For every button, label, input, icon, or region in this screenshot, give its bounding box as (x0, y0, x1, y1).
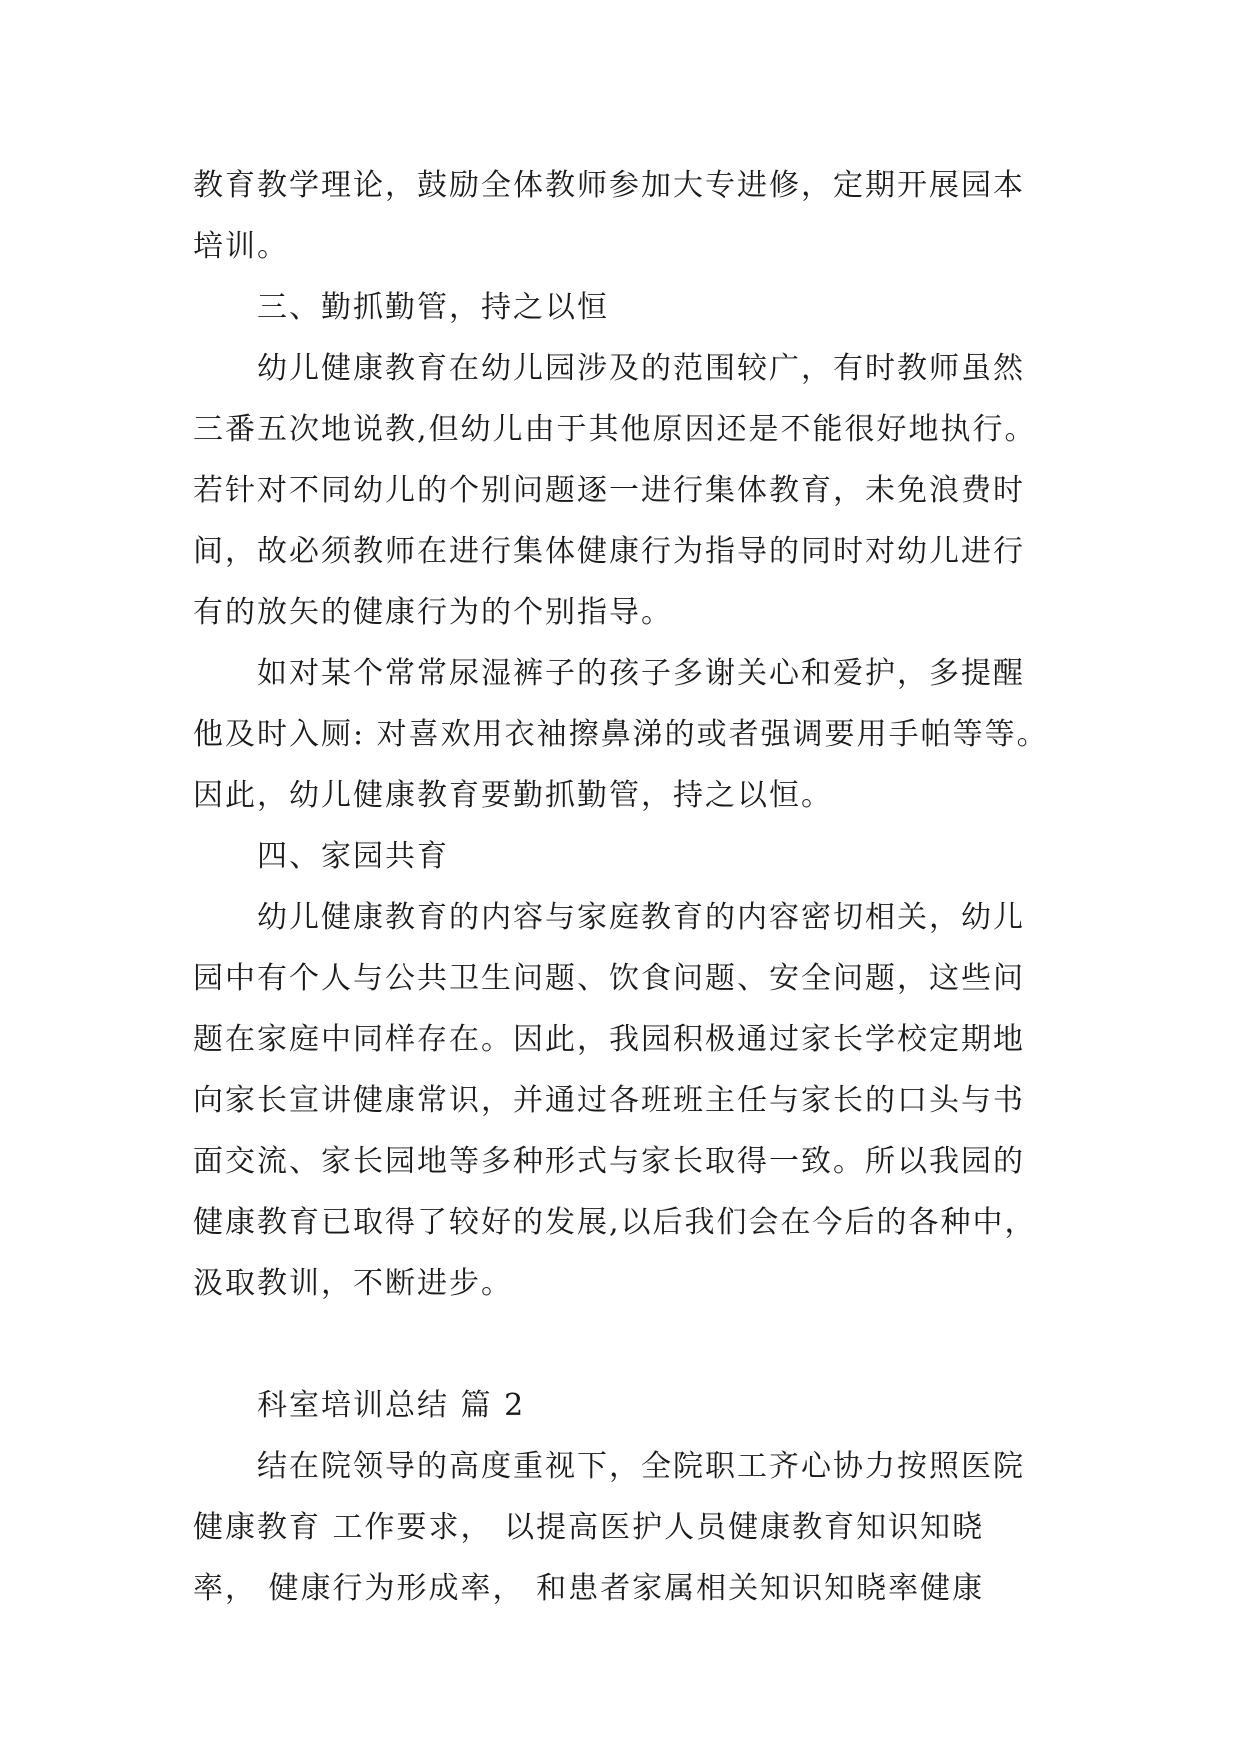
section-gap (193, 1314, 1055, 1375)
paragraph-line: 他及时入厕: 对喜欢用衣袖擦鼻涕的或者强调要用手帕等等。 (193, 717, 1049, 752)
paragraph-line: 若针对不同幼儿的个别问题逐一进行集体教育，未免浪费时 (193, 473, 1025, 508)
paragraph-line: 有的放矢的健康行为的个别指导。 (193, 595, 673, 630)
paragraph-line: 间，故必须教师在进行集体健康行为指导的同时对幼儿进行 (193, 534, 1025, 569)
paragraph-line: 因此，幼儿健康教育要勤抓勤管，持之以恒。 (193, 778, 833, 813)
document-body (193, 155, 1055, 1619)
article-title: 科室培训总结 篇 2 (257, 1388, 526, 1423)
paragraph-line: 题在家庭中同样存在。因此，我园积极通过家长学校定期地 (193, 1022, 1025, 1057)
paragraph-line: 面交流、家长园地等多种形式与家长取得一致。所以我园的 (193, 1144, 1025, 1179)
paragraph-line: 如对某个常常尿湿裤子的孩子多谢关心和爱护，多提醒 (257, 656, 1025, 691)
paragraph-line: 三番五次地说教,但幼儿由于其他原因还是不能很好地执行。 (193, 412, 1037, 447)
paragraph-line: 园中有个人与公共卫生问题、饮食问题、安全问题，这些问 (193, 961, 1025, 996)
paragraph-line: 率， 健康行为形成率， 和患者家属相关知识知晓率健康 (193, 1571, 985, 1606)
section-heading-3: 三、勤抓勤管，持之以恒 (257, 290, 609, 325)
section-heading-4: 四、家园共育 (257, 839, 449, 874)
paragraph-line: 汲取教训，不断进步。 (193, 1266, 513, 1301)
paragraph-line: 教育教学理论，鼓励全体教师参加大专进修，定期开展园本 (193, 168, 1025, 203)
paragraph-line: 结在院领导的高度重视下，全院职工齐心协力按照医院 (257, 1449, 1025, 1484)
paragraph-line: 向家长宣讲健康常识，并通过各班班主任与家长的口头与书 (193, 1083, 1025, 1118)
paragraph-line: 幼儿健康教育在幼儿园涉及的范围较广，有时教师虽然 (257, 351, 1025, 386)
paragraph-line: 培训。 (193, 229, 289, 264)
paragraph-line: 健康教育 工作要求， 以提高医护人员健康教育知识知晓 (193, 1510, 985, 1545)
paragraph-line: 健康教育已取得了较好的发展,以后我们会在今后的各种中， (193, 1205, 1037, 1240)
paragraph-line: 幼儿健康教育的内容与家庭教育的内容密切相关，幼儿 (257, 900, 1025, 935)
